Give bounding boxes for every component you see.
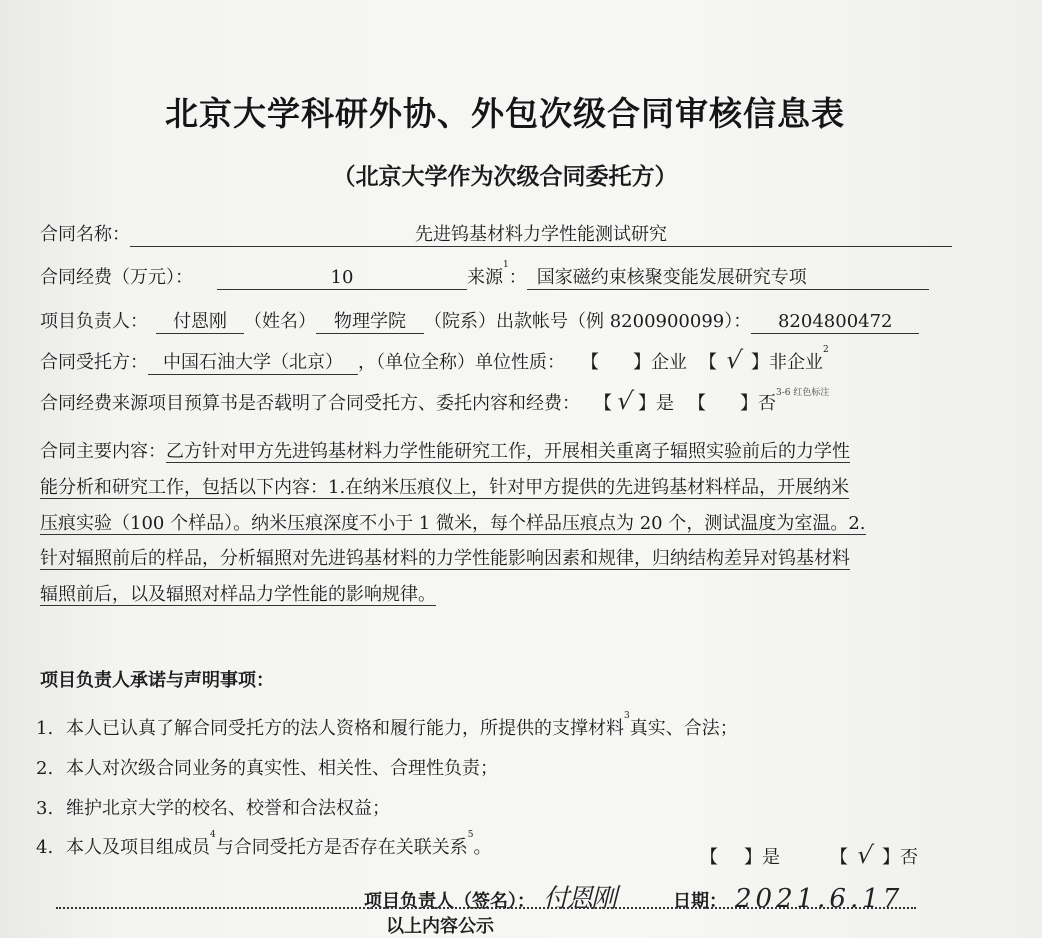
fee-source-value: 国家磁约束核聚变能发展研究专项	[527, 267, 929, 290]
bracket-close: 】	[882, 847, 900, 868]
bracket-close: 】	[633, 352, 651, 373]
check-mark: √	[615, 387, 635, 415]
nature-label: 单位性质：	[475, 352, 565, 373]
signature-label: 项目负责人（签名）：	[364, 891, 535, 912]
leader-name: 付恩刚	[156, 311, 244, 334]
promise-tail: 真实、合法；	[629, 718, 738, 739]
contract-name-value: 先进钨基材料力学性能测试研究	[130, 224, 952, 247]
relation-options	[700, 843, 918, 869]
bracket-open: 【	[594, 393, 612, 414]
promise-footnote-2: 5	[467, 830, 474, 840]
trustee-value-note: ，（单位全称）	[358, 352, 475, 373]
bracket-open: 【	[700, 847, 718, 868]
promise-text: 本人及项目组成员	[66, 837, 210, 858]
main-content-line	[40, 577, 980, 613]
check-mark: √	[724, 346, 744, 374]
main-content-text: 能分析和研究工作，包括以下内容：1.在纳米压痕仪上，针对甲方提供的先进钨基材料样品，开展纳米	[40, 476, 850, 498]
leader-name-note: （姓名）	[244, 311, 316, 332]
main-content-text: 压痕实验（100 个样品）。纳米压痕深度不小于 1 微米，每个样品压痕点为 20 个，测试温度为室温。2.	[40, 512, 866, 534]
budget-question: 合同经费来源项目预算书是否载明了合同受托方、委托内容和经费：	[40, 393, 580, 414]
contract-fee-value: 10	[217, 267, 467, 290]
promise-number: 3.	[36, 798, 54, 819]
promise-item	[36, 830, 492, 859]
promise-text: 本人对次级合同业务的真实性、相关性、合理性负责；	[66, 758, 498, 779]
public-notice-label: 以上内容公示	[386, 916, 494, 937]
main-content-block	[40, 434, 980, 613]
promise-footnote: 4	[210, 830, 216, 840]
nature-footnote: 2	[823, 345, 829, 355]
main-content-label: 合同主要内容：	[40, 441, 166, 462]
main-content-line	[40, 434, 980, 470]
promises-heading: 项目负责人承诺与声明事项：	[40, 670, 274, 691]
promise-item	[36, 754, 498, 780]
project-leader-row	[40, 307, 919, 334]
contract-fee-label: 合同经费（万元）：	[40, 267, 193, 288]
trustee-row	[40, 345, 829, 375]
promise-number: 1.	[36, 718, 54, 739]
relation-yes-label: 是	[762, 847, 780, 868]
budget-no-checkbox[interactable]	[688, 393, 758, 414]
enterprise-checkbox[interactable]	[581, 352, 651, 373]
fee-source-footnote: 1	[503, 260, 509, 270]
main-content-line	[40, 470, 980, 506]
relation-yes-checkbox[interactable]	[700, 847, 762, 868]
promise-item	[36, 794, 390, 820]
page-subtitle: （北京大学作为次级合同委托方）	[332, 164, 678, 190]
trustee-value: 中国石油大学（北京）	[148, 352, 358, 375]
main-content-text: 针对辐照前后的样品，分析辐照对先进钨基材料的力学性能影响因素和规律，归纳结构差异对钨基材料	[40, 548, 850, 570]
leader-dept-note: （院系）	[424, 311, 496, 332]
main-content-text: 辐照前后，以及辐照对样品力学性能的影响规律。	[40, 584, 436, 606]
handwritten-signature: 付恩刚	[543, 884, 616, 914]
leader-dept: 物理学院	[316, 311, 424, 334]
main-content-text: 乙方针对甲方先进钨基材料力学性能研究工作，开展相关重离子辐照实验前后的力学性	[166, 441, 850, 462]
bracket-close: 】	[751, 352, 769, 373]
fee-source-label: 来源	[467, 267, 503, 288]
bracket-open: 【	[581, 352, 599, 373]
non-enterprise-option-label: 非企业	[769, 352, 823, 373]
check-mark: √	[855, 841, 875, 869]
signature-row	[364, 878, 903, 915]
relation-no-label: 否	[900, 847, 918, 868]
contract-name-label: 合同名称：	[40, 224, 130, 245]
budget-yes-label: 是	[656, 393, 674, 414]
leader-label: 项目负责人：	[40, 311, 148, 332]
bracket-close: 】	[744, 847, 762, 868]
handwritten-date: 2021.6.17	[735, 884, 904, 914]
fee-source-colon: ：	[508, 267, 527, 288]
enterprise-option-label: 企业	[651, 352, 687, 373]
red-mark-note: 3-6 红色标注	[776, 388, 830, 398]
bracket-open: 【	[688, 393, 706, 414]
promise-end: 。	[473, 837, 492, 858]
dotted-divider	[56, 907, 916, 909]
promise-number: 2.	[36, 758, 54, 779]
main-content-line	[40, 541, 980, 577]
account-label: 出款帐号（例 8200900099）：	[496, 311, 752, 332]
promise-item	[36, 711, 738, 740]
relation-no-checkbox[interactable]	[830, 841, 900, 869]
budget-no-label: 否	[758, 393, 776, 414]
contract-fee-row	[40, 260, 929, 290]
budget-row	[40, 389, 829, 415]
budget-yes-checkbox[interactable]	[594, 387, 656, 415]
non-enterprise-checkbox[interactable]	[699, 346, 769, 374]
account-value: 8204800472	[751, 311, 919, 334]
bracket-open: 【	[699, 352, 717, 373]
page-title: 北京大学科研外协、外包次级合同审核信息表	[165, 94, 845, 133]
date-label: 日期：	[673, 891, 727, 912]
promise-number: 4.	[36, 837, 54, 858]
promise-text: 维护北京大学的校名、校誉和合法权益；	[66, 798, 390, 819]
bracket-close: 】	[740, 393, 758, 414]
bracket-open: 【	[830, 847, 848, 868]
bracket-close: 】	[638, 393, 656, 414]
promise-text: 本人已认真了解合同受托方的法人资格和履行能力，所提供的支撑材料	[66, 718, 624, 739]
promise-tail: 与合同受托方是否存在关联关系	[215, 837, 468, 858]
main-content-line	[40, 506, 980, 542]
promise-footnote: 3	[624, 711, 630, 721]
contract-name-row	[40, 220, 952, 247]
trustee-label: 合同受托方：	[40, 352, 148, 373]
